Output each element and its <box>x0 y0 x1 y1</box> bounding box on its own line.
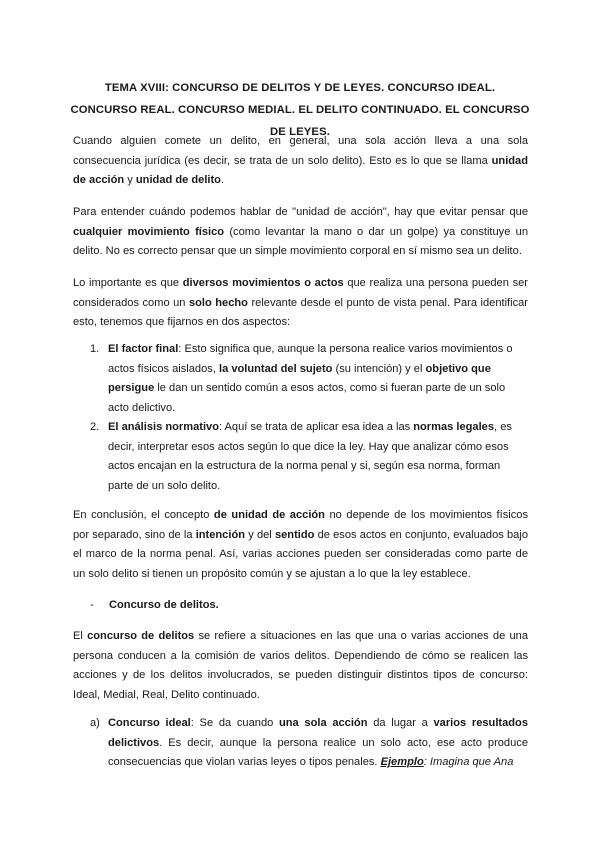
list-item-body <box>108 340 513 418</box>
paragraph-solo-hecho <box>73 274 528 333</box>
bold-text: intención <box>195 528 245 541</box>
text: (su intención) y el <box>332 362 426 375</box>
bold-text: de unidad de acción <box>213 509 325 521</box>
bold-text: sentido <box>274 528 315 541</box>
paragraph-unidad-de-accion <box>73 132 528 191</box>
bold-text: diversos movimientos o actos <box>182 277 344 289</box>
text: El <box>73 630 88 642</box>
bold-text: varios resultados delictivos <box>108 717 528 749</box>
list-number: 2. <box>90 421 100 433</box>
list-item-body <box>108 714 528 773</box>
bold-text: Concurso ideal <box>108 717 191 729</box>
bold-text: unidad de acción <box>73 154 528 186</box>
bold-text: normas legales <box>413 421 495 433</box>
text: Lo importante es que <box>73 277 183 289</box>
text: En conclusión, el concepto <box>73 509 214 521</box>
bold-text: una sola acción <box>279 717 368 729</box>
paragraph-concurso-definicion <box>73 627 528 705</box>
document-title: TEMA XVIII: CONCURSO DE DELITOS Y DE LEYES. CONCURSO IDEAL. CONCURSO REAL. CONCURSO MEDIAL. EL DELITO CONTINUADO. EL CONCURSO DE LEYES. <box>70 82 530 138</box>
bold-text: unidad de delito <box>135 174 221 186</box>
text: relevante desde el punto de vista penal. Para identificar esto, tenemos que fijarnos en dos aspectos: <box>73 296 529 328</box>
text: , es decir, interpretar esos actos según lo que dice la ley. Hay que analizar cómo esos actos encajan en la estructura de la norma penal y si, según esa norma, forman parte de un solo delito. <box>108 421 512 492</box>
text: : Aquí se trata de aplicar esa idea a las <box>218 421 414 433</box>
bold-text: objetivo que persigue <box>108 362 491 394</box>
list-number: 1. <box>90 343 100 355</box>
text: y <box>124 174 136 186</box>
text: (como levantar la mano o dar un golpe) ya constituye un delito. No es correcto pensar que un simple movimiento corporal en sí mismo sea un delito. <box>73 225 529 257</box>
list-letter: a) <box>90 717 100 729</box>
bold-text: El factor final <box>108 343 179 355</box>
paragraph-conclusion <box>73 506 528 584</box>
text: : Esto significa que, aunque la persona realice varios movimientos o actos físicos aislados, <box>108 343 513 375</box>
text: y del <box>245 528 275 541</box>
section-heading: Concurso de delitos. <box>109 599 219 611</box>
paragraph-movimiento-fisico <box>73 203 528 262</box>
text: : Se da cuando <box>190 717 279 729</box>
text: no depende de los movimientos físicos por separado, sino de la <box>73 509 529 541</box>
text: de esos actos en conjunto, evaluados bajo el marco de la norma penal. Así, varias acciones pueden ser consideradas como parte de un solo delito si tienen un propósito común y se ajustan a lo que la ley establece. <box>73 528 528 580</box>
text: Cuando alguien comete un delito, en general, una sola acción lleva a una sola consecuencia jurídica (es decir, se trata de un solo delito). Esto es lo que se llama <box>73 135 528 167</box>
bold-text: concurso de delitos <box>87 630 195 642</box>
text: . Es decir, aunque la persona realice un solo acto, ese acto produce consecuencias que violan varias leyes o tipos penales. <box>108 736 528 768</box>
bold-text: cualquier movimiento físico <box>73 225 225 238</box>
example-label: Ejemplo <box>380 756 424 768</box>
list-item-body <box>108 418 513 496</box>
italic-text: : Imagina que Ana <box>423 756 514 768</box>
text: que realiza una persona pueden ser considerados como un <box>73 277 529 309</box>
bold-text: solo hecho <box>188 296 248 309</box>
text: se refiere a situaciones en las que una o varias acciones de una persona conducen a la comisión de varios delitos. Dependiendo de cómo se realicen las acciones y de los delitos involucrados, se pueden distinguir distintos tipos de concurso: Ideal, Medial, Real, Delito continuado. <box>73 630 529 701</box>
text: Para entender cuándo podemos hablar de "unidad de acción", hay que evitar pensar que <box>73 206 528 218</box>
text: . <box>220 174 225 186</box>
text: le dan un sentido común a esos actos, como si fueran parte de un solo acto delictivo. <box>108 382 506 414</box>
bold-text: la voluntad del sujeto <box>219 362 333 375</box>
text: da lugar a <box>367 717 434 729</box>
bold-text: El análisis normativo <box>108 421 219 433</box>
dash-bullet: - <box>90 599 94 611</box>
